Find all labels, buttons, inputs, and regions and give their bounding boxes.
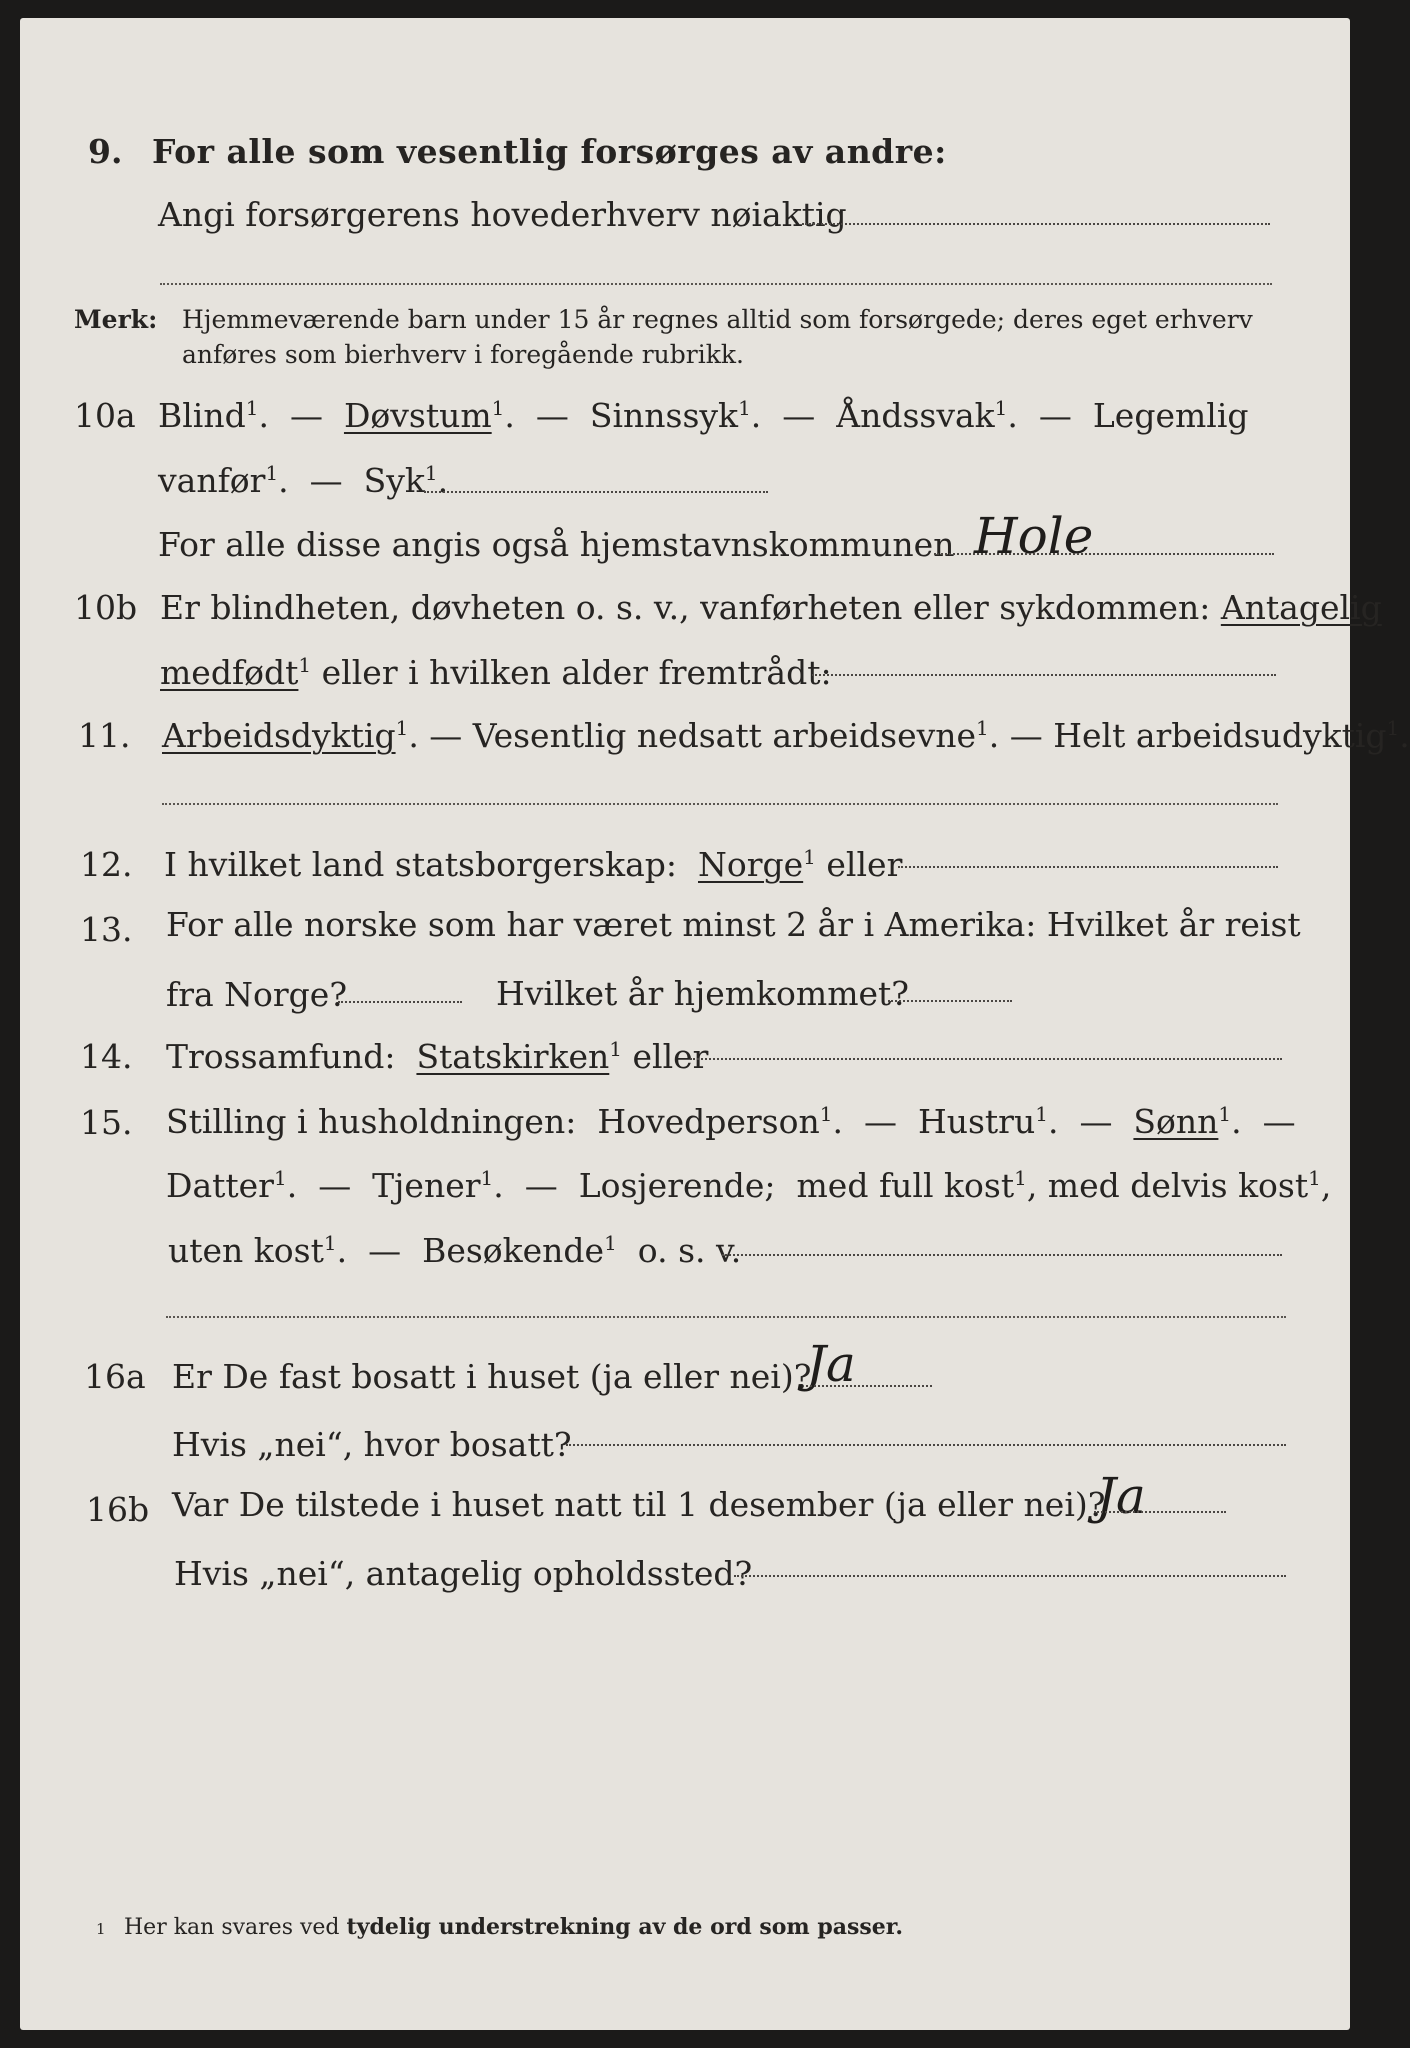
q10a-line-1: Blind$^1$. — Døvstum$^1$. — Sinnssyk$^1$. — Åndssvak$^1$. — Legemlig [158,396,1249,435]
q10b-answer-line[interactable] [812,674,1276,676]
q15-line-1: Stilling i husholdningen: Hovedperson$^1$. — Hustru$^1$. — Sønn$^1$. — [166,1102,1296,1141]
option-blind[interactable]: Blind [158,396,246,435]
q10a-syk-line[interactable] [424,491,768,493]
option-statskirken[interactable]: Statskirken [416,1037,610,1076]
q16a-bosatt-line[interactable] [566,1444,1286,1446]
q10b-line-2: medfødt$^1$ eller i hvilken alder fremtrådt: [160,653,832,692]
option-tjener[interactable]: Tjener [372,1166,481,1205]
q16a-number: 16a [84,1357,146,1396]
q13-fra-norge-label: fra Norge? [166,975,348,1014]
footnote-text: Her kan svares ved tydelig understrekning av de ord som passer. [124,1914,904,1940]
option-hustru[interactable]: Hustru [917,1102,1036,1141]
option-medfodt[interactable]: medfødt [160,653,299,692]
option-hovedperson[interactable]: Hovedperson [597,1102,820,1141]
option-delvis-kost[interactable]: med delvis kost [1047,1166,1309,1205]
q16b-opholdssted-line[interactable] [734,1575,1286,1577]
q15-answer-line[interactable] [722,1254,1282,1256]
q10a-line-2: vanfør$^1$. — Syk$^1$. [158,461,449,500]
q16b-hvis-nei-label: Hvis „nei“, antagelig opholdssted? [174,1554,753,1593]
q13-number: 13. [80,910,133,949]
q9-answer-line-2[interactable] [160,283,1272,285]
q9-answer-line[interactable] [802,223,1270,225]
q10b-line-1: Er blindheten, døvheten o. s. v., vanførheten eller sykdommen: Antagelig [160,588,1382,627]
q16b-question: Var De tilstede i huset natt til 1 desember (ja eller nei)? [172,1485,1106,1524]
q16b-answer-line[interactable] [1094,1511,1226,1513]
q11-answer-line[interactable] [162,803,1278,805]
q16a-answer[interactable]: Ja [806,1335,856,1393]
option-sonn[interactable]: Sønn [1133,1102,1219,1141]
option-besokende[interactable]: Besøkende [422,1231,605,1270]
option-legemlig[interactable]: Legemlig [1092,396,1249,435]
option-uten-kost[interactable]: uten kost [168,1231,324,1270]
merk-line-2: anføres som bierhverv i foregående rubrikk. [182,340,744,369]
q9-label: Angi forsørgerens hovederhverv nøiaktig [158,195,847,234]
q10a-hjemstavn-answer[interactable]: Hole [974,507,1094,565]
q16a-hvis-nei-label: Hvis „nei“, hvor bosatt? [172,1425,572,1464]
q15-line-3: uten kost$^1$. — Besøkende$^1$ o. s. v. [168,1231,742,1270]
q15-number: 15. [80,1103,133,1142]
q15-answer-line-2[interactable] [166,1316,1286,1318]
q13-hjemkommet-line[interactable] [888,1000,1012,1002]
q11-number: 11. [78,716,131,755]
q13-reist-line[interactable] [338,1001,462,1003]
option-sinnssyk[interactable]: Sinnssyk [589,396,739,435]
option-syk[interactable]: Syk [363,461,425,500]
q10b-number: 10b [74,588,138,627]
merk-label: Merk: [74,305,158,334]
option-arbeidsdyktig[interactable]: Arbeidsdyktig [162,716,396,755]
q14-answer-line[interactable] [690,1058,1282,1060]
q12-line: I hvilket land statsborgerskap: Norge$^1$ eller [164,845,903,884]
q11-line: Arbeidsdyktig$^1$. — Vesentlig nedsatt arbeidsevne$^1$. — Helt arbeidsudyktig$^1$. [162,716,1410,755]
q14-line: Trossamfund: Statskirken$^1$ eller [166,1037,709,1076]
option-full-kost[interactable]: med full kost [796,1166,1015,1205]
q9-number: 9. [88,132,123,171]
footnote-mark: 1 [96,1920,106,1938]
q14-number: 14. [80,1037,133,1076]
q15-line-2: Datter$^1$. — Tjener$^1$. — Losjerende; med full kost$^1$, med delvis kost$^1$, [166,1166,1332,1205]
q12-answer-line[interactable] [898,866,1278,868]
q13-hjemkommet-label: Hvilket år hjemkommet? [496,974,909,1013]
option-vesentlig-nedsatt[interactable]: — Vesentlig nedsatt arbeidsevne [429,716,977,755]
merk-line-1: Hjemmeværende barn under 15 år regnes alltid som forsørgede; deres eget erhverv [182,305,1253,334]
option-vanfor[interactable]: vanfør [158,461,266,500]
option-andssvak[interactable]: Åndssvak [836,396,995,435]
q16b-number: 16b [86,1490,150,1529]
option-dovstum[interactable]: Døvstum [343,396,492,435]
option-antagelig[interactable]: Antagelig [1220,588,1382,627]
q12-number: 12. [80,845,133,884]
option-losjerende[interactable]: Losjerende; [578,1166,776,1205]
q16b-answer[interactable]: Ja [1096,1467,1146,1525]
q13-line-1: For alle norske som har været minst 2 år i Amerika: Hvilket år reist [166,905,1301,944]
q10a-hjemstavn-line[interactable] [934,553,1274,555]
q10a-hjemstavn-label: For alle disse angis også hjemstavnskommunen [158,525,955,564]
q16a-answer-line[interactable] [806,1385,932,1387]
option-datter[interactable]: Datter [166,1166,274,1205]
option-helt-arbeidsudyktig[interactable]: — Helt arbeidsudyktig [1009,716,1387,755]
q10a-number: 10a [74,396,136,435]
q9-title: For alle som vesentlig forsørges av andre: [152,132,947,171]
q16a-question: Er De fast bosatt i huset (ja eller nei)? [172,1357,812,1396]
option-norge[interactable]: Norge [698,845,804,884]
